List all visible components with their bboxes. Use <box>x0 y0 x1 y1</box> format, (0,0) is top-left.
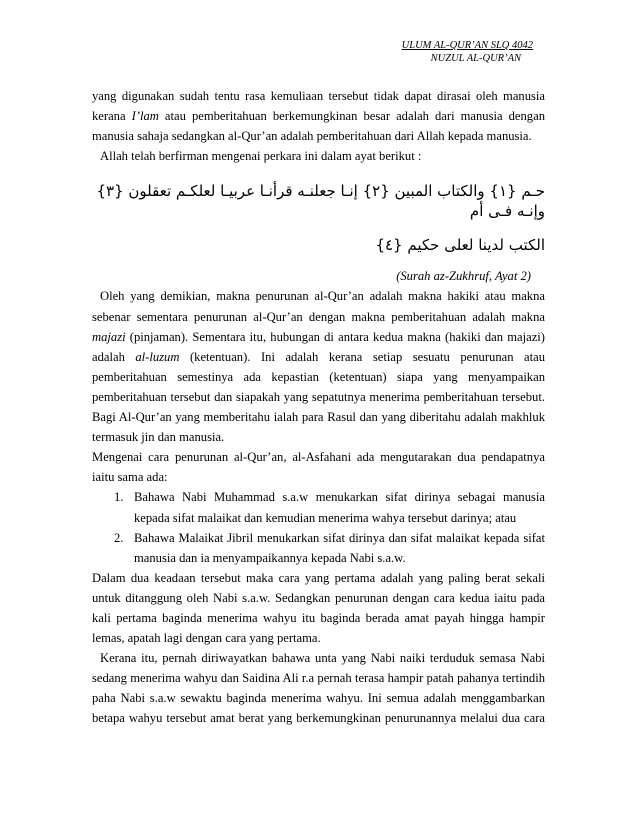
list-number: 1. <box>114 490 124 505</box>
opinion-list <box>92 487 545 567</box>
paragraph-2: Oleh yang demikian, makna penurunan al-Qur’an adalah makna hakiki atau makna sebenar sementara penurunan al-Qur’an dengan makna pemberitahuan adalah makna majazi (pinjaman). Sementara itu, hubungan di antara kedua makna (hakiki dan majazi) adalah al-luzum (ketentuan). Ini adalah kerana setiap sesuatu penurunan atau pemberitahuan semestinya ada kepastian (ketentuan) siapa yang menyampaikan pemberitahuan tersebut dan siapakah yang sepatutnya menerima pemberitahuan tersebut. Bagi Al-Qur’an yang memberitahu ialah para Rasul dan yang diberitahu adalah makhluk termasuk jin dan manusia. <box>92 289 545 445</box>
italic-term-ilam: I’lam <box>131 109 159 124</box>
paragraph-1: yang digunakan sudah tentu rasa kemuliaan tersebut tidak dapat dirasai oleh manusia kerana I’lam atau pemberitahuan berkemungkinan besar adalah dari manusia dengan manusia sahaja sedangkan al-Qur’an adalah pemberitahuan dari Allah kepada manusia. <box>92 89 545 144</box>
list-item <box>92 528 545 568</box>
topic-title: NUZUL AL-QUR’AN <box>430 53 521 64</box>
paragraph-5: Kerana itu, pernah diriwayatkan bahawa unta yang Nabi naiki terduduk semasa Nabi sedang menerima wahyu dan Saidina Ali r.a pernah terasa hampir patah pahanya tertindih paha Nabi s.a.w sewaktu baginda menerima wahyu. Ini semua adalah menggambarkan betapa wahyu tersebut amat berat yang berkemungkinan penurunannya melalui dua cara <box>92 651 545 726</box>
page-header <box>402 39 533 65</box>
list-number: 2. <box>114 530 124 545</box>
list-text: Bahawa Malaikat Jibril menukarkan sifat dirinya dan sifat malaikat kepada sifat manusia dan ia menyampaikannya kepada Nabi s.a.w. <box>134 530 545 565</box>
italic-term-majazi: majazi <box>92 329 126 344</box>
list-item <box>92 487 545 527</box>
paragraph-4: Dalam dua keadaan tersebut maka cara yang pertama adalah yang paling berat sekali untuk ditanggung oleh Nabi s.a.w. Sedangkan penurunan dengan cara kedua iaitu pada kali pertama baginda menerima wahyu itu baginda berada amat payah hingga hampir lemas, apatah lagi dengan cara yang pertama. <box>92 570 545 646</box>
arabic-verse-line-1: حـم {١} والكتاب المبين {٢} إنـا جعلنـه قرأنـا عربيـا لعلكـم تعقلون {٣} وإنـه فـى أم <box>96 182 545 221</box>
body-text <box>92 86 545 749</box>
intro-line: Allah telah berfirman mengenai perkara ini dalam ayat berikut : <box>100 149 422 164</box>
list-text: Bahawa Nabi Muhammad s.a.w menukarkan sifat dirinya sebagai manusia kepada sifat malaikat dan kemudian menerima wahya tersebut darinya; atau <box>134 490 545 525</box>
italic-term-al-luzum: al-luzum <box>135 349 180 364</box>
arabic-verse-line-2: الكتب لدينا لعلى حكيم {٤} <box>375 236 545 255</box>
paragraph-3: Mengenai cara penurunan al-Qur’an, al-Asfahani ada mengutarakan dua pendapatnya iaitu sama ada: <box>92 450 545 485</box>
course-title: ULUM AL-QUR’AN SLQ 4042 <box>401 40 533 51</box>
verse-reference: (Surah az-Zukhruf, Ayat 2) <box>396 269 531 284</box>
